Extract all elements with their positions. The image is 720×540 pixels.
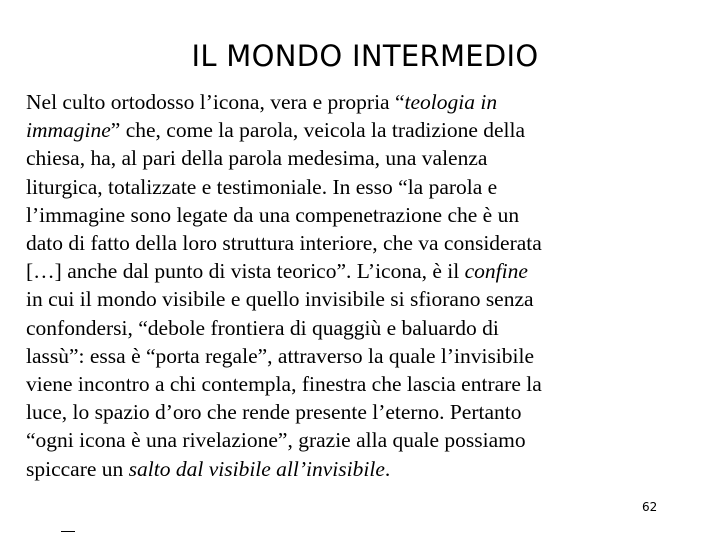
page-number: 62 <box>642 500 658 514</box>
text-line: l’immagine sono legate da una compenetrazione che è un <box>26 202 520 227</box>
text-line <box>26 88 716 116</box>
text-line: lassù”: essa è “porta regale”, attraverso la quale l’invisibile <box>26 343 535 368</box>
text-line: “ogni icona è una rivelazione”, grazie alla quale possiamo <box>26 428 526 453</box>
italic-text-run: teologia in <box>404 90 498 114</box>
footer-rule <box>61 531 75 532</box>
text-line: confondersi, “debole frontiera di quaggiù e baluardo di <box>26 315 499 340</box>
text-line: viene incontro a chi contempla, finestra che lascia entrare la <box>26 372 542 397</box>
text-run: . <box>384 456 391 481</box>
text-line: liturgica, totalizzate e testimoniale. In esso “la parola e <box>26 174 498 199</box>
text-run: ” che, come la parola, veicola la tradizione della <box>110 118 526 143</box>
text-run: spiccare un <box>26 456 129 481</box>
text-run: […] anche dal punto di vista teorico”. L’icona, è il <box>26 259 465 284</box>
text-line <box>26 455 716 483</box>
body-paragraph <box>26 88 716 483</box>
text-line: luce, lo spazio d’oro che rende presente l’eterno. Pertanto <box>26 400 522 425</box>
text-line <box>26 257 716 285</box>
text-line: in cui il mondo visibile e quello invisibile si sfiorano senza <box>26 287 534 312</box>
text-line <box>26 116 716 144</box>
slide-title: IL MONDO INTERMEDIO <box>191 39 539 73</box>
italic-text-run: salto dal visibile all’invisibile <box>128 456 385 481</box>
text-line: chiesa, ha, al pari della parola medesima, una valenza <box>26 146 488 171</box>
italic-text-run: confine <box>464 259 528 284</box>
italic-text-run: immagine <box>26 118 111 143</box>
text-line: dato di fatto della loro struttura interiore, che va considerata <box>26 231 542 256</box>
text-run: Nel culto ortodosso l’icona, vera e propria “ <box>26 90 405 114</box>
